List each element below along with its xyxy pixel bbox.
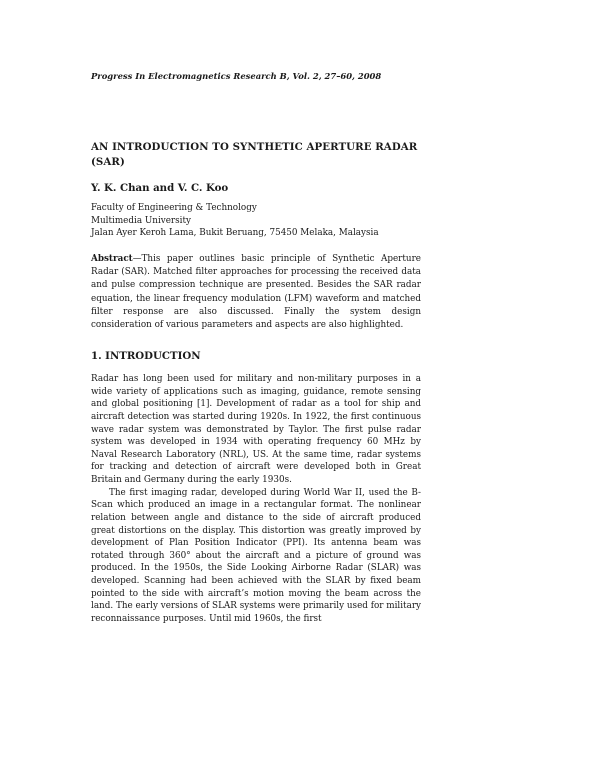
abstract bbox=[91, 253, 421, 332]
affiliation-line: Jalan Ayer Keroh Lama, Bukit Beruang, 75450 Melaka, Malaysia bbox=[91, 228, 379, 239]
body-paragraph: The first imaging radar, developed during World War II, used the B-Scan which produced an image in a rectangular format. The nonlinear relation between angle and distance to the side of aircraft produced great distortions on the display. This distortion was greatly improved by development of Plan Position Indicator (PPI). Its antenna beam was rotated through 360° about the aircraft and a picture of ground was produced. In the 1950s, the Side Looking Airborne Radar (SLAR) was developed. Scanning had been achieved with the SLAR by fixed beam pointed to the side with aircraft’s motion moving the beam across the land. The early versions of SLAR systems were primarily used for military reconnaissance purposes. Until mid 1960s, the first bbox=[91, 487, 421, 624]
affiliation-block bbox=[91, 202, 379, 240]
affiliation-line: Multimedia University bbox=[91, 215, 191, 226]
abstract-label: Abstract bbox=[91, 254, 133, 264]
paper-title: AN INTRODUCTION TO SYNTHETIC APERTURE RADAR (SAR) bbox=[91, 141, 418, 168]
abstract-text: —This paper outlines basic principle of Synthetic Aperture Radar (SAR). Matched filter approaches for processing the received data and pulse compression technique are presented. Besides the SAR radar equation, the linear frequency modulation (LFM) waveform and matched filter response are also discussed. Finally the system design consideration of various parameters and aspects are also highlighted. bbox=[91, 254, 421, 331]
journal-header: Progress In Electromagnetics Research B, Vol. 2, 27–60, 2008 bbox=[91, 71, 382, 81]
paper-authors: Y. K. Chan and V. C. Koo bbox=[91, 182, 229, 194]
section-heading: 1. INTRODUCTION bbox=[91, 350, 201, 362]
body-paragraph: Radar has long been used for military and non-military purposes in a wide variety of applications such as imaging, guidance, remote sensing and global positioning [1]. Development of radar as a tool for ship and aircraft detection was started during 1920s. In 1922, the first continuous wave radar system was demonstrated by Taylor. The first pulse radar system was developed in 1934 with operating frequency 60 MHz by Naval Research Laboratory (NRL), US. At the same time, radar systems for tracking and detection of aircraft were developed both in Great Britain and Germany during the early 1930s. bbox=[91, 374, 421, 485]
affiliation-line: Faculty of Engineering & Technology bbox=[91, 203, 257, 213]
section-body bbox=[91, 373, 421, 626]
